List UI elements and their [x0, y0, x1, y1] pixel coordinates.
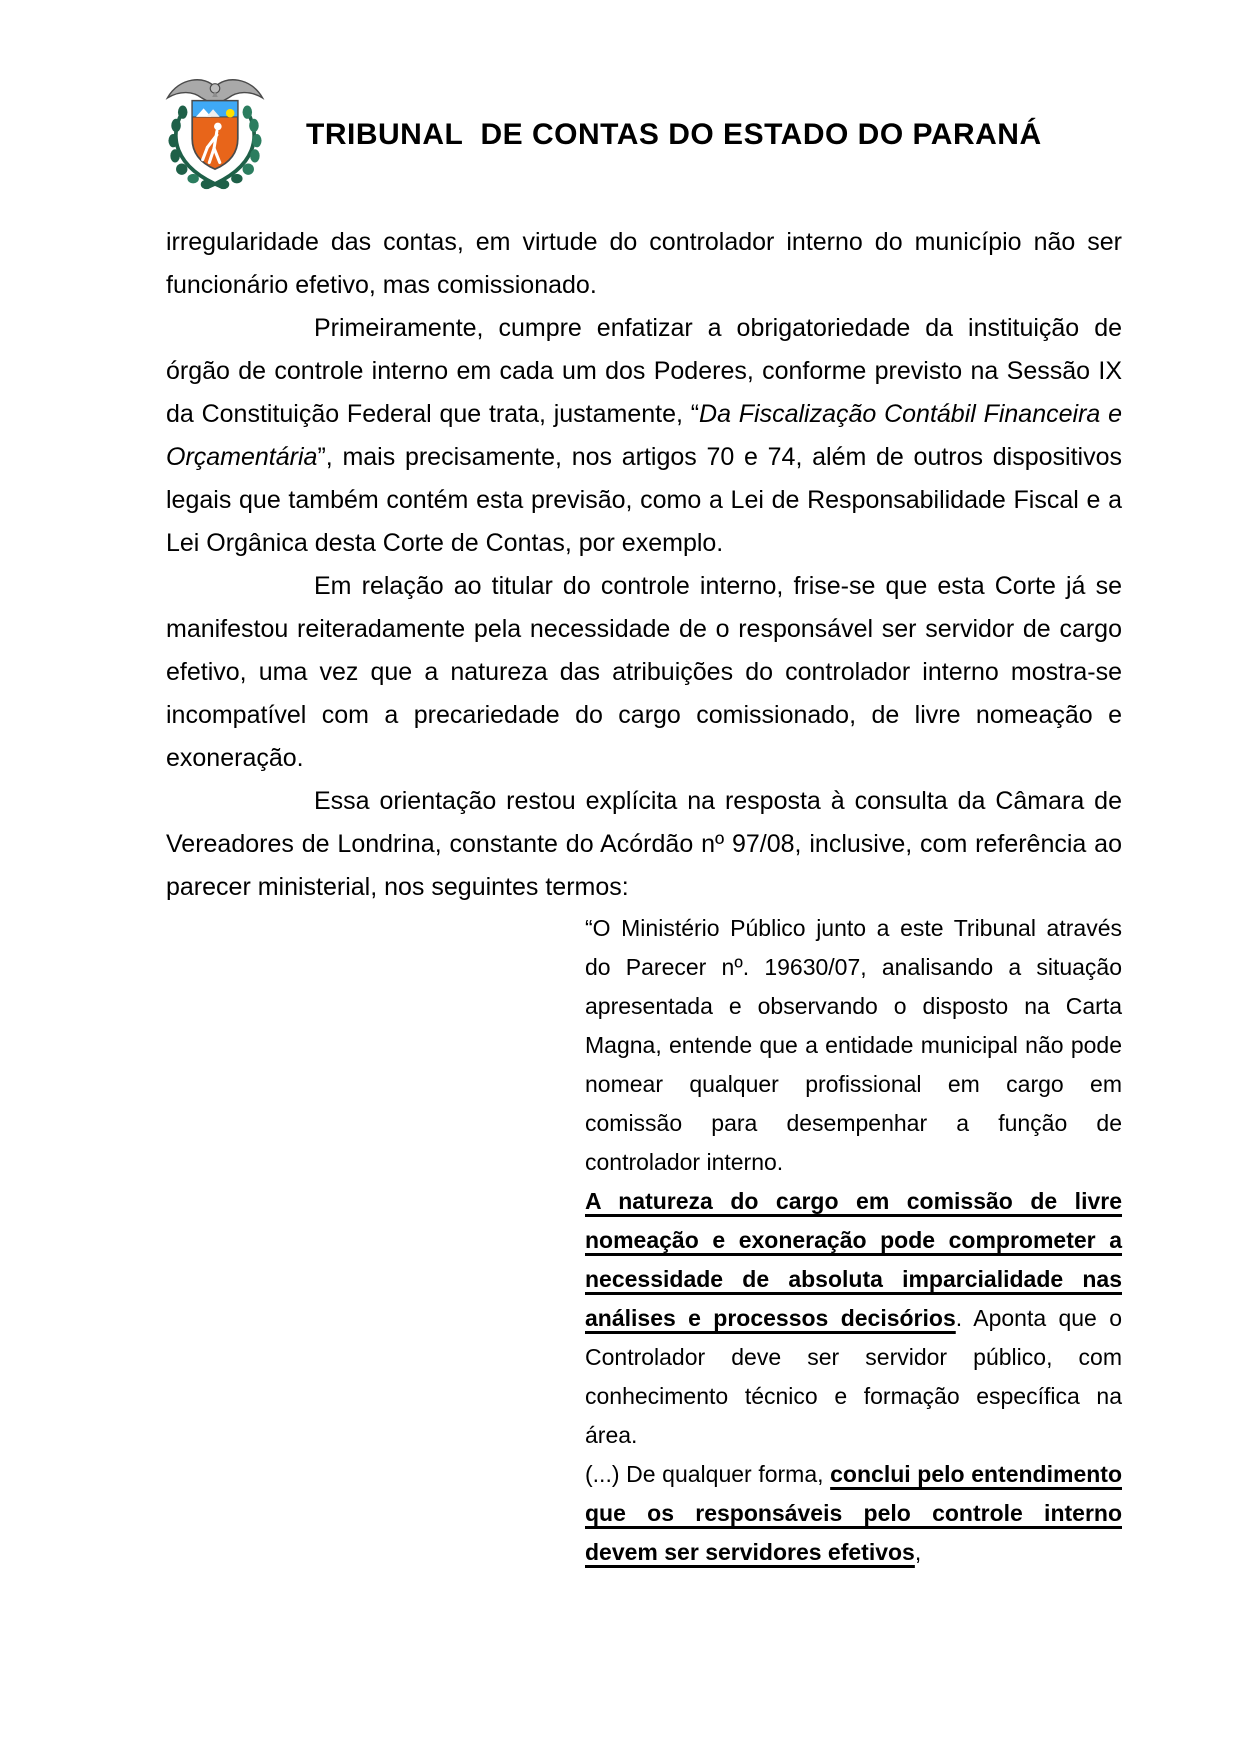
body-text-run: ”, mais precisamente, nos artigos 70 e 74, além de outros dispositivos legais que também contém esta previsão, como a Lei de Responsabilidade Fiscal e a Lei Orgânica desta Corte de Contas, por exemplo.	[166, 443, 1122, 557]
body-text-run: irregularidade das contas, em virtude do controlador interno do município não ser funcionário efetivo, mas comissionado.	[166, 228, 1122, 299]
citation-text-run: ,	[914, 1539, 922, 1565]
page-header	[0, 0, 1241, 200]
citation-paragraph	[585, 909, 1122, 1182]
citation-text-run: (...) De qualquer forma,	[585, 1461, 831, 1487]
body-text-run: Em relação ao titular do controle interno, frise-se que esta Corte já se manifestou reiteradamente pela necessidade de o responsável ser servidor de cargo efetivo, uma vez que a natureza das atribuições do controlador interno mostra-se incompatível com a precariedade do cargo comissionado, de livre nomeação e exoneração.	[166, 572, 1122, 772]
citation-text-run: . Aponta que o Controlador deve ser servidor público, com conhecimento técnico e formação específica na área.	[585, 1305, 1122, 1448]
body-paragraph	[166, 780, 1122, 909]
page-title: TRIBUNAL DE CONTAS DO ESTADO DO PARANÁ	[306, 118, 1042, 151]
body-paragraph	[166, 221, 1122, 307]
citation-text-run: “O Ministério Público junto a este Tribunal através do Parecer nº. 19630/07, analisando a situação apresentada e observando o disposto na Carta Magna, entende que a entidade municipal não pode nomear qualquer profissional em cargo em comissão para desempenhar a função de controlador interno.	[585, 915, 1122, 1175]
citation-paragraph	[585, 1455, 1122, 1572]
body-paragraphs	[166, 221, 1122, 909]
citation-paragraph	[585, 1182, 1122, 1455]
citation-text-run: A natureza do cargo em comissão de livre nomeação e exoneração pode comprometer a necessidade de absoluta imparcialidade nas análises e processos decisórios	[585, 1188, 1122, 1331]
parana-coat-of-arms-icon	[158, 72, 272, 196]
body-paragraph	[166, 307, 1122, 565]
body-paragraph	[166, 565, 1122, 780]
document-body	[166, 221, 1122, 1572]
citation-text-run: conclui pelo entendimento que os responsáveis pelo controle interno devem ser servidores efetivos	[585, 1461, 1122, 1565]
body-text-run: Primeiramente, cumpre enfatizar a obrigatoriedade da instituição de órgão de controle interno em cada um dos Poderes, conforme previsto na Sessão IX da Constituição Federal que trata, justamente, “	[166, 314, 1122, 428]
body-text-run: Essa orientação restou explícita na resposta à consulta da Câmara de Vereadores de Londrina, constante do Acórdão nº 97/08, inclusive, com referência ao parecer ministerial, nos seguintes termos:	[166, 787, 1122, 901]
body-text-run: Da Fiscalização Contábil Financeira e Orçamentária	[166, 400, 1122, 471]
citation-block	[166, 909, 1122, 1572]
